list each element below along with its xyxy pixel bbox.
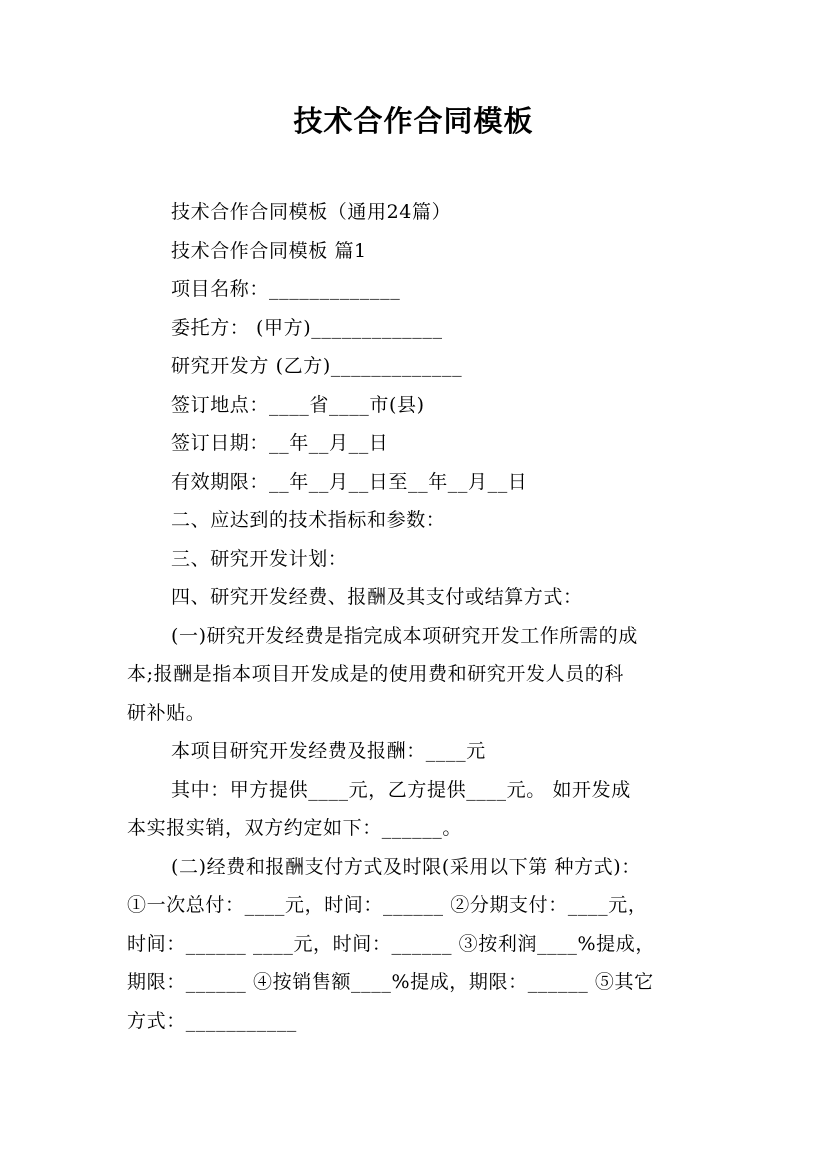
paragraph-line: 期限：______ ④按销售额____%提成，期限：______ ⑤其它 [127, 971, 654, 993]
paragraph-line: 签订日期：__年__月__日 [171, 432, 389, 454]
paragraph-line: (一)研究开发经费是指完成本项研究开发工作所需的成 [171, 624, 638, 647]
paragraph-line: 委托方： (甲方)_____________ [171, 316, 443, 339]
paragraph-line: 有效期限：__年__月__日至__年__月__日 [171, 470, 528, 493]
paragraph-line: 二、应达到的技术指标和参数： [171, 509, 446, 531]
paragraph-line: 签订地点：____省____市(县) [171, 393, 425, 416]
paragraph-line: 技术合作合同模板（通用24篇） [171, 201, 452, 223]
paragraph-line: 时间：______ ____元，时间：______ ③按利润____%提成， [127, 932, 655, 955]
paragraph-line: 本实报实销，双方约定如下：______。 [127, 817, 463, 839]
paragraph-line: 四、研究开发经费、报酬及其支付或结算方式： [171, 586, 583, 608]
paragraph-line: 技术合作合同模板 篇1 [171, 239, 367, 262]
paragraph-line: 其中：甲方提供____元，乙方提供____元。 如开发成 [171, 778, 631, 801]
paragraph-line: 方式：___________ [127, 1009, 297, 1032]
paragraph-line: 本;报酬是指本项目开发成是的使用费和研究开发人员的科 [127, 663, 625, 685]
paragraph-line: ①一次总付：____元，时间：______ ②分期支付：____元， [127, 894, 648, 916]
paragraph-line: 研究开发方 (乙方)_____________ [171, 355, 463, 377]
paragraph-line: (二)经费和报酬支付方式及时限(采用以下第 种方式)： [171, 855, 641, 878]
document-body [127, 193, 717, 1040]
paragraph-line: 研补贴。 [127, 701, 206, 724]
paragraph-line: 三、研究开发计划： [171, 547, 348, 570]
paragraph-line: 项目名称：_____________ [171, 278, 401, 300]
document-title: 技术合作合同模板 [293, 104, 534, 138]
paragraph-line: 本项目研究开发经费及报酬：____元 [171, 740, 486, 762]
